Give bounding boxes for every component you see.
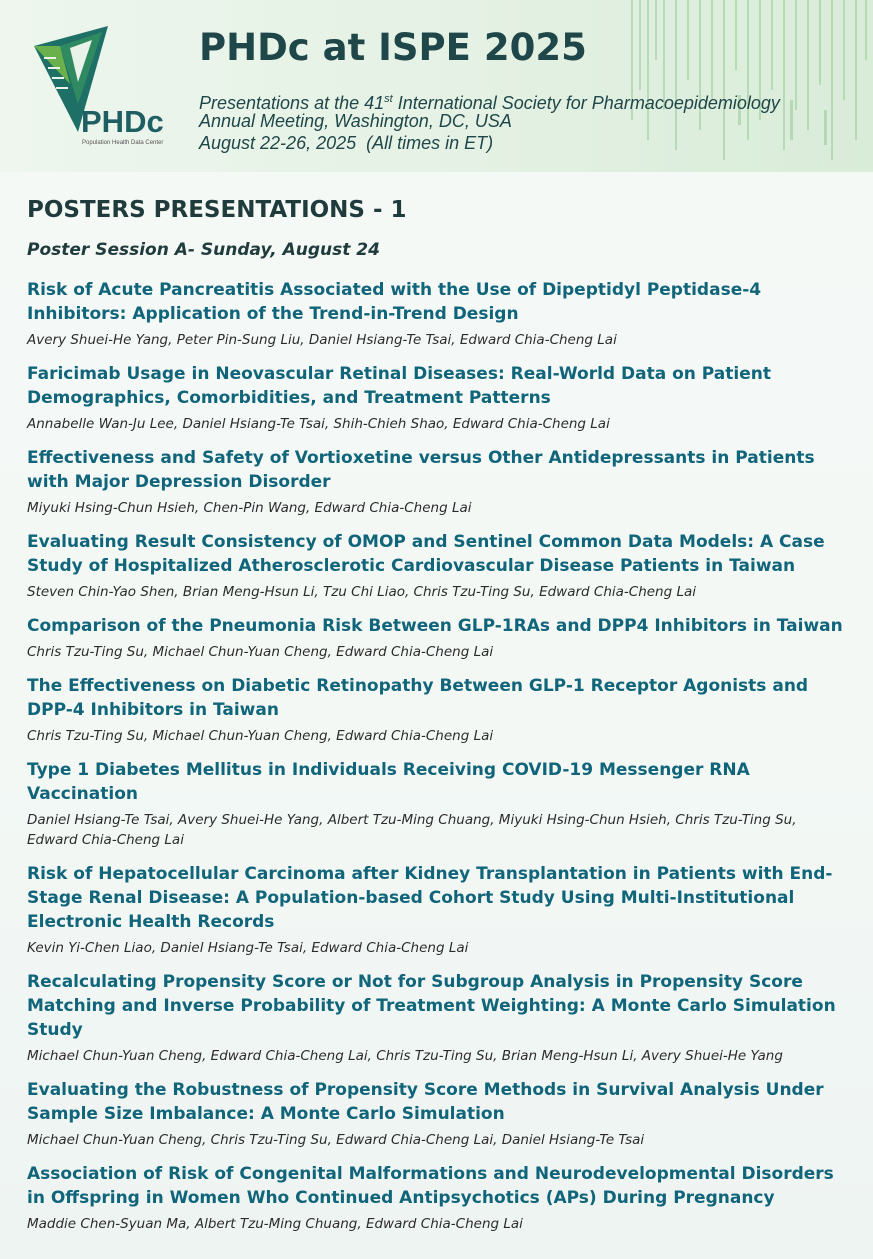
page-title: PHDc at ISPE 2025 <box>199 26 587 69</box>
poster-authors: Steven Chin-Yao Shen, Brian Meng-Hsun Li, Tzu Chi Liao, Chris Tzu-Ting Su, Edward Chia-Cheng Lai <box>27 584 697 600</box>
poster-list <box>27 278 847 1234</box>
poster-title: The Effectiveness on Diabetic Retinopathy Between GLP-1 Receptor Agonists and DPP-4 Inhibitors in Taiwan <box>27 676 809 720</box>
poster-item <box>27 970 847 1066</box>
poster-item <box>27 446 847 518</box>
poster-authors: Avery Shuei-He Yang, Peter Pin-Sung Liu, Daniel Hsiang-Te Tsai, Edward Chia-Cheng Lai <box>27 332 617 348</box>
session-heading: Poster Session A- Sunday, August 24 <box>27 240 380 260</box>
poster-title: Effectiveness and Safety of Vortioxetine versus Other Antidepressants in Patients with Major Depression Disorder <box>27 448 815 492</box>
poster-authors: Chris Tzu-Ting Su, Michael Chun-Yuan Cheng, Edward Chia-Cheng Lai <box>27 644 494 660</box>
poster-title: Faricimab Usage in Neovascular Retinal Diseases: Real-World Data on Patient Demographics, Comorbidities, and Treatment Patterns <box>27 364 771 408</box>
poster-title: Comparison of the Pneumonia Risk Between GLP-1RAs and DPP4 Inhibitors in Taiwan <box>27 616 843 636</box>
subtitle-line-1: Presentations at the 41st International Society for Pharmacoepidemiology <box>199 93 780 113</box>
subtitle-line-2: Annual Meeting, Washington, DC, USA <box>199 111 512 131</box>
poster-authors: Michael Chun-Yuan Cheng, Edward Chia-Cheng Lai, Chris Tzu-Ting Su, Brian Meng-Hsun Li, Avery Shuei-He Yang <box>27 1048 783 1064</box>
section-title: POSTERS PRESENTATIONS - 1 <box>27 197 407 223</box>
poster-title: Risk of Acute Pancreatitis Associated with the Use of Dipeptidyl Peptidase-4 Inhibitors: Application of the Trend-in-Trend Design <box>27 280 762 324</box>
logo-subtitle: Population Health Data Center <box>82 140 164 146</box>
poster-title: Evaluating the Robustness of Propensity Score Methods in Survival Analysis Under Sample Size Imbalance: A Monte Carlo Simulation <box>27 1080 824 1124</box>
poster-item <box>27 278 847 350</box>
poster-authors: Daniel Hsiang-Te Tsai, Avery Shuei-He Yang, Albert Tzu-Ming Chuang, Miyuki Hsing-Chun Hsieh, Chris Tzu-Ting Su, Edward Chia-Cheng Lai <box>27 812 797 848</box>
poster-item <box>27 862 847 958</box>
header-banner <box>0 0 873 172</box>
poster-item <box>27 1078 847 1150</box>
poster-authors: Michael Chun-Yuan Cheng, Chris Tzu-Ting Su, Edward Chia-Cheng Lai, Daniel Hsiang-Te Tsai <box>27 1132 645 1148</box>
poster-title: Evaluating Result Consistency of OMOP and Sentinel Common Data Models: A Case Study of Hospitalized Atherosclerotic Cardiovascular Disease Patients in Taiwan <box>27 532 825 576</box>
poster-title: Type 1 Diabetes Mellitus in Individuals Receiving COVID-19 Messenger RNA Vaccination <box>27 760 750 804</box>
poster-title: Association of Risk of Congenital Malformations and Neurodevelopmental Disorders in Offspring in Women Who Continued Antipsychotics (APs) During Pregnancy <box>27 1164 834 1208</box>
poster-item <box>27 674 847 746</box>
poster-title: Recalculating Propensity Score or Not for Subgroup Analysis in Propensity Score Matching and Inverse Probability of Treatment Weighting: A Monte Carlo Simulation Study <box>27 972 836 1040</box>
poster-item <box>27 758 847 850</box>
poster-item <box>27 614 847 662</box>
poster-authors: Kevin Yi-Chen Liao, Daniel Hsiang-Te Tsai, Edward Chia-Cheng Lai <box>27 940 469 956</box>
poster-item <box>27 530 847 602</box>
logo-text: PHDc <box>81 104 164 139</box>
poster-item <box>27 362 847 434</box>
poster-item <box>27 1162 847 1234</box>
poster-authors: Chris Tzu-Ting Su, Michael Chun-Yuan Cheng, Edward Chia-Cheng Lai <box>27 728 494 744</box>
subtitle-line-3: August 22-26, 2025 (All times in ET) <box>199 133 494 153</box>
poster-authors: Miyuki Hsing-Chun Hsieh, Chen-Pin Wang, Edward Chia-Cheng Lai <box>27 500 472 516</box>
poster-authors: Annabelle Wan-Ju Lee, Daniel Hsiang-Te Tsai, Shih-Chieh Shao, Edward Chia-Cheng Lai <box>27 416 610 432</box>
poster-authors: Maddie Chen-Syuan Ma, Albert Tzu-Ming Chuang, Edward Chia-Cheng Lai <box>27 1216 523 1232</box>
poster-title: Risk of Hepatocellular Carcinoma after Kidney Transplantation in Patients with End-Stage Renal Disease: A Population-based Cohort Study Using Multi-Institutional Electronic Health Records <box>27 864 833 932</box>
